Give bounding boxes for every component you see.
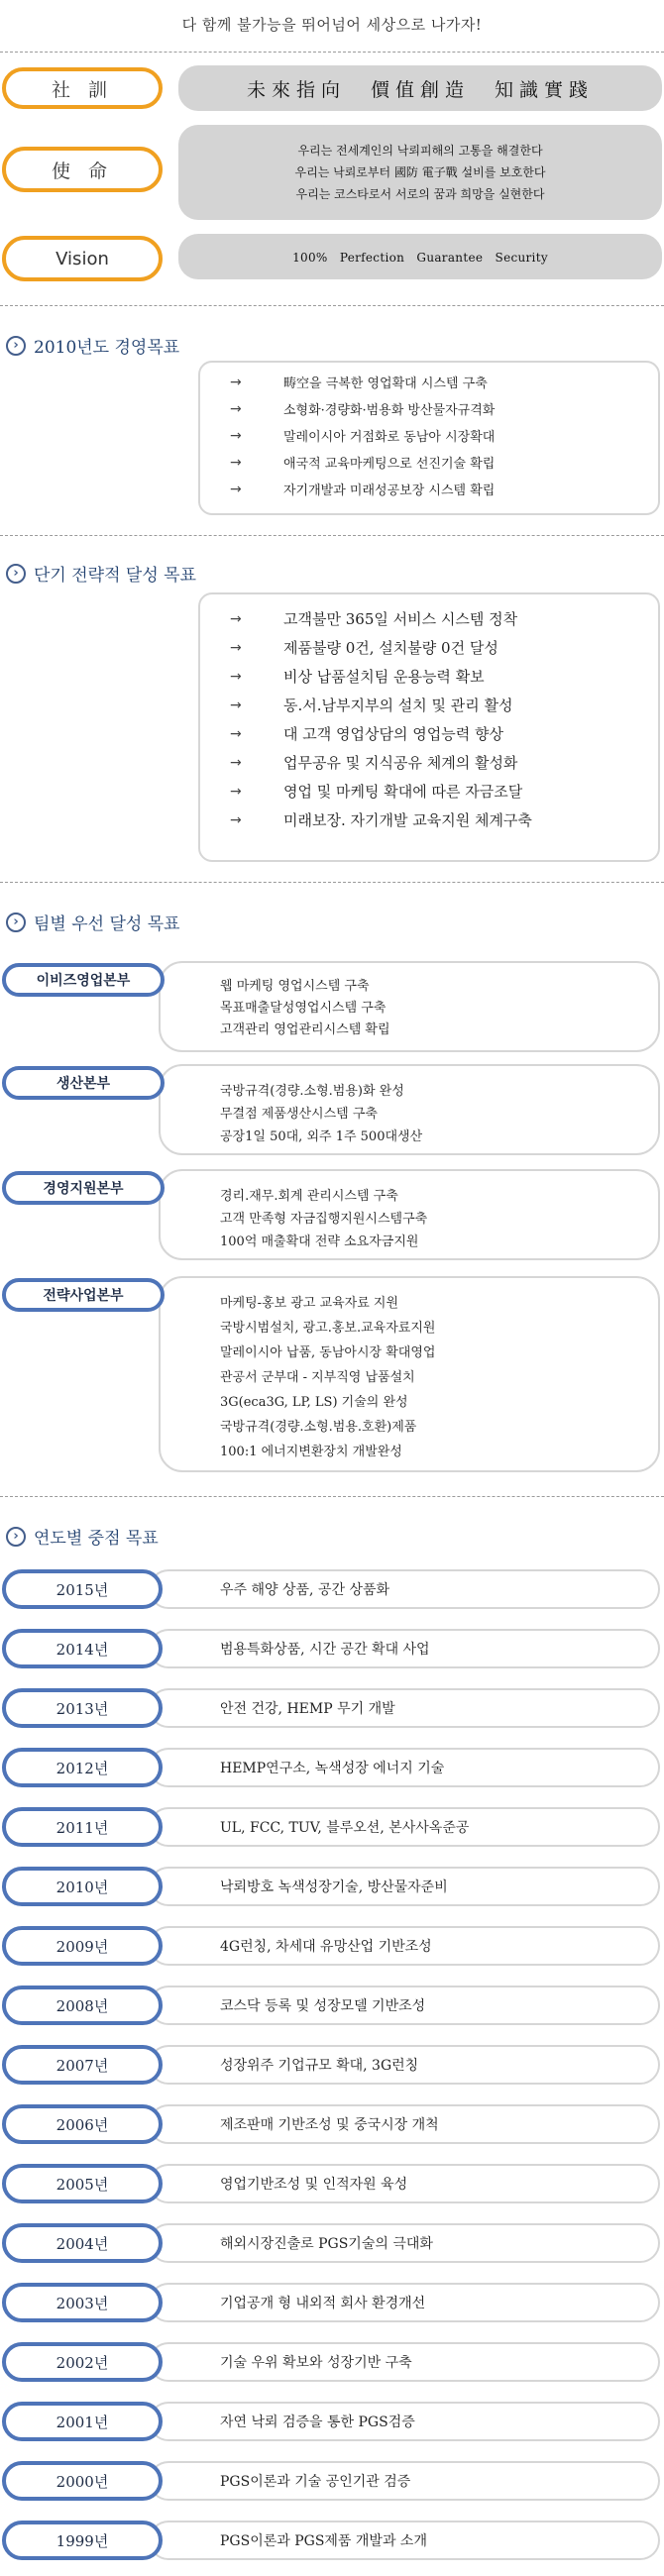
year-label: 2001년 — [2, 2402, 163, 2441]
year-goal: 영업기반조성 및 인적자원 육성 — [220, 2177, 408, 2193]
vision-label: Vision — [2, 236, 163, 281]
chevron-right-icon: › — [6, 564, 26, 584]
team-box — [159, 1169, 660, 1260]
vision-text: 100% Perfection Guarantee Security — [292, 250, 548, 265]
mission-box — [178, 125, 662, 220]
year-bar — [149, 1748, 660, 1787]
year-label: 2011년 — [2, 1807, 163, 1847]
section-short-term-header — [6, 561, 196, 586]
section-title: 연도별 중점 목표 — [34, 1529, 159, 1549]
team-item: 경리.재무.회계 관리시스템 구축 — [220, 1189, 398, 1204]
year-label: 2005년 — [2, 2164, 163, 2203]
goal-text: 제품불량 0건, 설치불량 0건 달성 — [283, 639, 498, 657]
team-label: 생산본부 — [2, 1066, 165, 1100]
arrow-right-icon: → — [230, 374, 242, 390]
goal-item — [230, 809, 532, 830]
team-item: 관공서 군부대 - 지부직영 납품설치 — [220, 1370, 415, 1385]
section-title: 2010년도 경영목표 — [34, 338, 180, 358]
year-goal: UL, FCC, TUV, 블루오션, 본사사옥준공 — [220, 1820, 470, 1836]
goal-item — [230, 453, 495, 472]
team-item: 국방규격(경량.소형.범용.호환)제품 — [220, 1420, 417, 1435]
goal-item — [230, 752, 517, 773]
divider — [0, 52, 664, 53]
year-bar — [149, 1986, 660, 2025]
year-label: 2012년 — [2, 1748, 163, 1787]
goal-item — [230, 637, 498, 658]
goal-text: 미래보장. 자기개발 교육지원 체계구축 — [283, 811, 532, 829]
arrow-right-icon: → — [230, 668, 242, 685]
motto-box — [178, 65, 662, 111]
year-label: 2004년 — [2, 2223, 163, 2263]
year-bar — [149, 2223, 660, 2263]
goal-text: 대 고객 영업상담의 영업능력 향상 — [283, 725, 503, 743]
year-goal: 범용특화상품, 시간 공간 확대 사업 — [220, 1642, 430, 1658]
year-goal: HEMP연구소, 녹색성장 에너지 기술 — [220, 1761, 445, 1776]
year-label: 2000년 — [2, 2461, 163, 2501]
year-label: 2003년 — [2, 2283, 163, 2322]
goals-2010-box — [198, 361, 660, 515]
goal-text: 동.서.남부지부의 설치 및 관리 활성 — [283, 697, 513, 714]
arrow-right-icon: → — [230, 639, 242, 656]
year-bar — [149, 1867, 660, 1906]
goal-text: 업무공유 및 지식공유 체계의 활성화 — [283, 754, 518, 772]
goal-item — [230, 608, 517, 629]
year-goal: 자연 낙뢰 검증을 통한 PGS검증 — [220, 2415, 415, 2430]
goal-item — [230, 399, 495, 418]
arrow-right-icon: → — [230, 481, 242, 497]
goal-text: 말레이시아 거점화로 동남아 시장확대 — [283, 430, 496, 445]
goal-text: 영업 및 마케팅 확대에 따른 자금조달 — [283, 783, 523, 801]
arrow-right-icon: → — [230, 400, 242, 417]
year-bar — [149, 2164, 660, 2203]
goal-text: 畴空을 극복한 영업확대 시스템 구축 — [283, 376, 488, 391]
team-label: 전략사업본부 — [2, 1278, 165, 1312]
arrow-right-icon: → — [230, 610, 242, 627]
year-goal: 코스닥 등록 및 성장모델 기반조성 — [220, 1998, 426, 2014]
team-label: 경영지원본부 — [2, 1171, 165, 1205]
chevron-right-icon: › — [6, 336, 26, 356]
divider — [0, 1496, 664, 1497]
arrow-right-icon: → — [230, 783, 242, 800]
year-goal: PGS이론과 PGS제품 개발과 소개 — [220, 2533, 427, 2549]
team-item: 목표매출달성영업시스템 구축 — [220, 1001, 387, 1016]
year-bar — [149, 2104, 660, 2144]
year-label: 2010년 — [2, 1867, 163, 1906]
divider — [0, 882, 664, 883]
divider — [0, 535, 664, 536]
section-2010-goals-header — [6, 333, 179, 358]
mission-line: 우리는 낙뢰로부터 國防 電子戰 설비를 보호한다 — [294, 165, 546, 179]
goal-item — [230, 666, 485, 687]
year-bar — [149, 2045, 660, 2085]
goal-text: 소형화·경량화·범용화 방산물자규격화 — [283, 403, 496, 418]
team-item: 3G(eca3G, LP, LS) 기술의 완성 — [220, 1395, 408, 1410]
year-label: 2002년 — [2, 2342, 163, 2382]
year-goal: 기업공개 형 내외적 회사 환경개선 — [220, 2296, 426, 2311]
year-label: 2015년 — [2, 1569, 163, 1609]
goal-text: 자기개발과 미래성공보장 시스템 확립 — [283, 483, 496, 498]
year-goal: PGS이론과 기술 공인기관 검증 — [220, 2474, 411, 2490]
year-label: 2014년 — [2, 1629, 163, 1668]
team-item: 말레이시아 납품, 동남아시장 확대영업 — [220, 1345, 436, 1360]
year-bar — [149, 1569, 660, 1609]
team-item: 국방규격(경량.소형.범용)화 완성 — [220, 1084, 404, 1099]
year-bar — [149, 2402, 660, 2441]
year-label: 2006년 — [2, 2104, 163, 2144]
team-box — [159, 1064, 660, 1155]
team-item: 고객 만족형 자금집행지원시스템구축 — [220, 1212, 428, 1227]
team-item: 웹 마케팅 영업시스템 구축 — [220, 979, 370, 994]
year-goal: 해외시장진출로 PGS기술의 극대화 — [220, 2236, 433, 2252]
short-term-box — [198, 592, 660, 862]
year-label: 2007년 — [2, 2045, 163, 2085]
goal-item — [230, 695, 512, 715]
arrow-right-icon: → — [230, 811, 242, 828]
motto-text: 未來指向 價值創造 知識實踐 — [246, 78, 594, 101]
goal-text: 고객불만 365일 서비스 시스템 정착 — [283, 610, 518, 628]
team-item: 100억 매출확대 전략 소요자금지원 — [220, 1234, 419, 1249]
goal-item — [230, 373, 488, 391]
team-label: 이비즈영업본부 — [2, 963, 165, 997]
arrow-right-icon: → — [230, 454, 242, 471]
vision-box — [178, 234, 662, 279]
year-bar — [149, 1807, 660, 1847]
year-bar — [149, 2461, 660, 2501]
chevron-right-icon: › — [6, 1527, 26, 1547]
section-yearly-header — [6, 1524, 159, 1549]
year-bar — [149, 1688, 660, 1728]
goal-item — [230, 723, 503, 744]
year-bar — [149, 1926, 660, 1966]
year-goal: 4G런칭, 차세대 유망산업 기반조성 — [220, 1939, 432, 1955]
team-item: 공장1일 50대, 외주 1주 500대생산 — [220, 1129, 423, 1144]
year-label: 2008년 — [2, 1986, 163, 2025]
team-item: 고객관리 영업관리시스템 확립 — [220, 1022, 390, 1037]
year-label: 2013년 — [2, 1688, 163, 1728]
goal-item — [230, 480, 495, 498]
team-item: 국방시범설치, 광고.홍보.교육자료지원 — [220, 1321, 436, 1336]
goal-text: 애국적 교육마케팅으로 선진기술 확립 — [283, 457, 496, 472]
section-title: 팀별 우선 달성 목표 — [34, 914, 180, 934]
year-goal: 안전 건강, HEMP 무기 개발 — [220, 1701, 395, 1717]
year-bar — [149, 2283, 660, 2322]
team-item: 마케팅-홍보 광고 교육자료 지원 — [220, 1296, 399, 1311]
motto-label: 社 訓 — [2, 67, 163, 109]
mission-line: 우리는 전세계인의 낙뢰피해의 고통을 해결한다 — [297, 144, 543, 158]
section-team-goals-header — [6, 910, 180, 934]
goal-item — [230, 426, 495, 445]
team-item: 100:1 에너지변환장치 개발완성 — [220, 1445, 402, 1459]
year-bar — [149, 2521, 660, 2560]
arrow-right-icon: → — [230, 725, 242, 742]
year-goal: 제조판매 기반조성 및 중국시장 개척 — [220, 2117, 439, 2133]
goal-text: 비상 납품설치팀 운용능력 확보 — [283, 668, 485, 686]
year-goal: 기술 우위 확보와 성장기반 구축 — [220, 2355, 412, 2371]
arrow-right-icon: → — [230, 754, 242, 771]
arrow-right-icon: → — [230, 697, 242, 713]
year-goal: 성장위주 기업규모 확대, 3G런칭 — [220, 2058, 419, 2074]
year-goal: 우주 해양 상품, 공간 상품화 — [220, 1582, 390, 1598]
mission-label: 使 命 — [2, 147, 163, 192]
team-item: 무결점 제품생산시스템 구축 — [220, 1107, 378, 1122]
arrow-right-icon: → — [230, 427, 242, 444]
chevron-right-icon: › — [6, 912, 26, 932]
team-box — [159, 961, 660, 1052]
goal-item — [230, 781, 522, 802]
year-bar — [149, 1629, 660, 1668]
divider — [0, 305, 664, 306]
team-box — [159, 1276, 660, 1472]
year-label: 1999년 — [2, 2521, 163, 2560]
mission-line: 우리는 코스타로서 서로의 꿈과 희망을 실현한다 — [295, 187, 545, 201]
year-bar — [149, 2342, 660, 2382]
year-goal: 낙뢰방호 녹색성장기술, 방산물자준비 — [220, 1879, 448, 1895]
page-tagline: 다 함께 불가능을 뛰어넘어 세상으로 나가자! — [181, 16, 483, 34]
section-title: 단기 전략적 달성 목표 — [34, 566, 197, 586]
year-label: 2009년 — [2, 1926, 163, 1966]
